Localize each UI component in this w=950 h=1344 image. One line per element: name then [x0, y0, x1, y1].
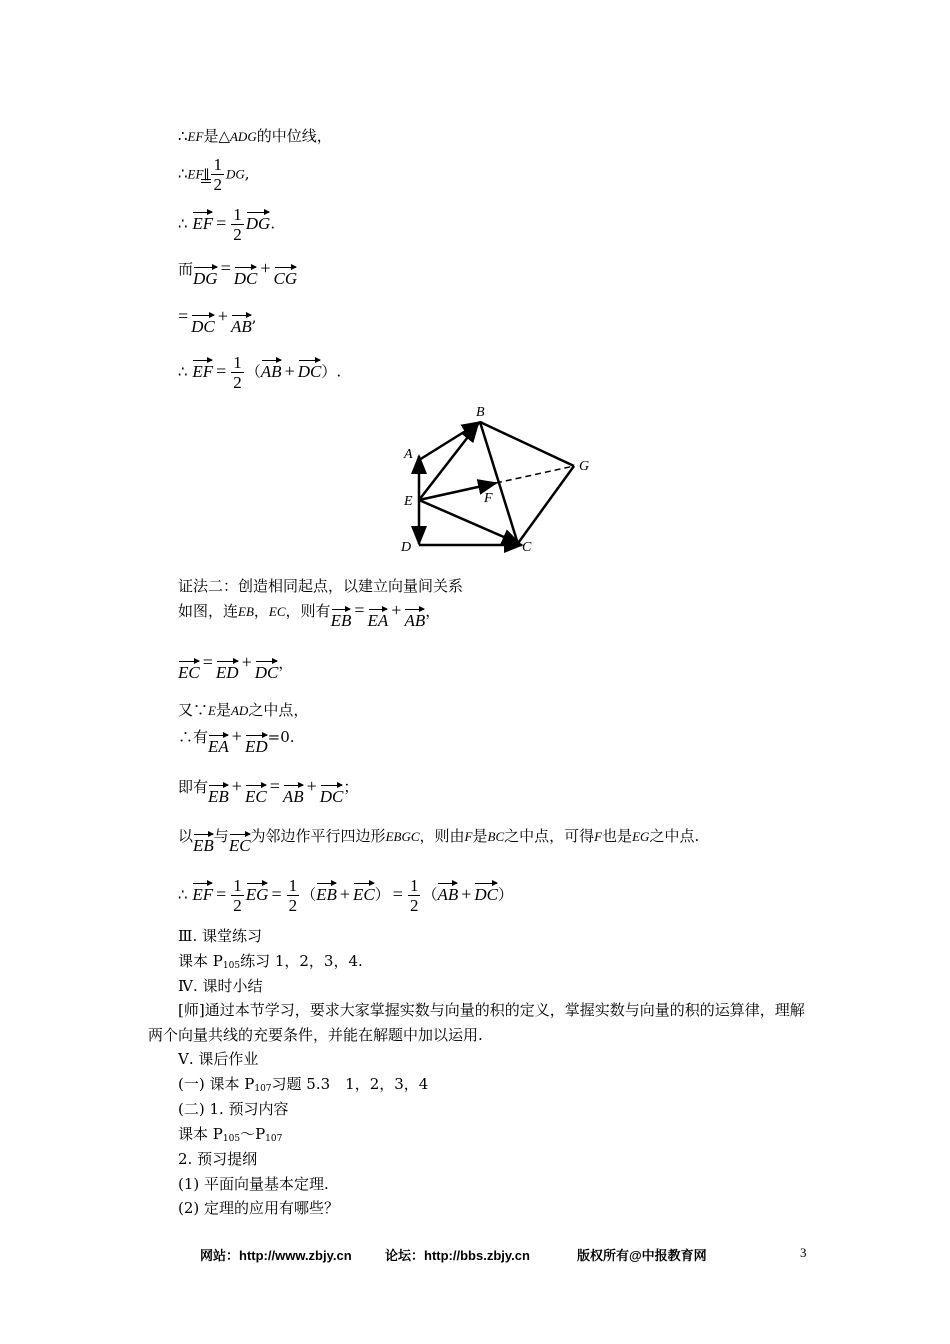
equals-sign: = [392, 883, 403, 904]
proof2-line8 [178, 876, 513, 915]
vector-eb: EB [331, 606, 352, 630]
equals-sign: = [271, 883, 282, 904]
fraction-one-half [287, 876, 300, 915]
fraction-one-half [231, 353, 244, 392]
proof1-line1 [178, 126, 332, 147]
denominator: 2 [233, 373, 242, 392]
point-f: F [464, 829, 473, 844]
proof1-line3 [178, 205, 275, 244]
vector-ab: AB [404, 606, 425, 630]
text: 之中点. [649, 827, 700, 845]
proof2-line5 [178, 726, 295, 756]
vector-dc: DC [298, 357, 322, 381]
text: 之中点，可得 [504, 827, 595, 845]
therefore-symbol: ∴ [178, 127, 188, 145]
point-label-d: D [401, 540, 412, 555]
segment-ef: EF [187, 166, 204, 182]
plus-sign: + [260, 258, 271, 278]
text: ， [425, 602, 441, 620]
vector-ec: EC [229, 831, 251, 855]
vector-ab: AB [283, 782, 304, 806]
paren-open: （ [245, 362, 261, 381]
equals-sign: = [354, 600, 365, 620]
text: 之中点， [248, 701, 309, 719]
vector-eb: EB [193, 831, 214, 855]
subscript: 105 [222, 961, 241, 971]
vector-ab-line [419, 422, 480, 460]
vector-dg: DG [193, 264, 218, 288]
therefore-symbol: ∴ [178, 885, 188, 904]
plus-sign: + [461, 883, 472, 904]
segment-eg: EG [632, 829, 650, 844]
text: 课本 P [178, 1125, 223, 1143]
segment-bg-line [480, 422, 574, 466]
fraction-one-half [211, 155, 224, 194]
vector-dc: DC [191, 312, 215, 336]
plus-sign: + [284, 360, 295, 381]
parallel-equal-symbol [203, 166, 209, 186]
text: . [270, 214, 276, 233]
vector-ec-line [419, 500, 520, 544]
section-5-line6: (2) 定理的应用有哪些？ [178, 1199, 340, 1217]
vector-ef: EF [192, 880, 213, 904]
paren-open: （ [422, 885, 438, 904]
equals-sign: = [202, 652, 213, 672]
numerator: 1 [233, 876, 242, 895]
text: ∴有 [178, 728, 209, 746]
equals-sign: = [216, 360, 227, 381]
therefore-symbol: ∴ [178, 164, 188, 183]
text: 是 [215, 701, 231, 719]
text: ，则由 [419, 827, 465, 845]
point-e: E [208, 703, 216, 718]
segment-bc: BC [487, 829, 505, 844]
text: ， [253, 602, 269, 620]
proof1-line4 [178, 258, 297, 288]
text: , [244, 164, 250, 183]
vector-ea: EA [208, 732, 229, 756]
proof2-line4 [178, 700, 308, 721]
subscript: 107 [254, 1084, 272, 1094]
proof2-title: 证法二：创造相同起点，以建立向量间关系 [178, 577, 464, 595]
text: , [251, 308, 257, 326]
geometry-figure [392, 398, 604, 558]
text: 以 [178, 827, 194, 845]
vector-dc: DC [474, 880, 498, 904]
paren-close: ） [498, 885, 514, 904]
denominator: 2 [213, 175, 222, 194]
vector-ea: EA [368, 606, 389, 630]
plus-sign: + [231, 726, 242, 746]
plus-sign: + [241, 652, 252, 672]
equals-sign: = [178, 306, 189, 326]
vector-ec: EC [178, 658, 200, 682]
plus-sign: + [217, 306, 228, 326]
paren-open: （ [301, 885, 317, 904]
footer-forum-link[interactable]: 论坛：http://bbs.zbjy.cn [385, 1248, 530, 1263]
text: 练习 1，2，3，4. [240, 952, 363, 970]
text: 是△ [203, 127, 230, 145]
subscript: 107 [265, 1134, 283, 1144]
plus-sign: + [339, 883, 351, 904]
footer-site-link[interactable]: 网站：http://www.zbjy.cn [200, 1248, 352, 1263]
plus-sign: + [231, 776, 242, 796]
footer-copyright: 版权所有@中报教育网 [577, 1248, 707, 1263]
numerator: 1 [409, 876, 419, 895]
vector-ed: ED [216, 658, 239, 682]
numerator: 1 [213, 155, 222, 174]
page-number: 3 [800, 1245, 807, 1260]
proof2-line3 [178, 652, 293, 682]
subscript: 105 [222, 1134, 241, 1144]
text: 也是 [602, 827, 633, 845]
vector-eg: EG [246, 880, 269, 904]
vector-ab: AB [437, 880, 458, 904]
section-5-line1 [178, 1074, 428, 1099]
equals-sign: = [216, 212, 227, 233]
vector-ec: EC [245, 782, 267, 806]
point-label-c: C [522, 540, 532, 555]
equals-zero: =0. [267, 728, 295, 746]
vector-ed: ED [245, 732, 268, 756]
fraction-one-half [408, 876, 421, 915]
segment-ef: EF [187, 129, 204, 144]
vector-ab: AB [261, 357, 282, 381]
parallel-mark: ∥ [203, 167, 210, 183]
plus-sign: + [306, 776, 317, 796]
segment-eb: EB [238, 604, 254, 619]
denominator: 2 [409, 896, 419, 915]
vector-eb: EB [208, 782, 229, 806]
vector-ec: EC [353, 880, 375, 904]
section-5-line2: (二) 1. 预习内容 [178, 1100, 289, 1118]
vector-dc: DC [234, 264, 258, 288]
fraction-one-half [231, 876, 244, 915]
vector-cg: CG [274, 264, 298, 288]
equals-sign: = [220, 258, 231, 278]
section-4-body: [师]通过本节学习，要求大家掌握实数与向量的积的定义，掌握实数与向量的积的运算律，理解两个向量共线的充要条件，并能在解题中加以运用. [148, 1001, 805, 1044]
vector-dc: DC [320, 782, 344, 806]
denominator: 2 [233, 896, 242, 915]
vector-ef: EF [192, 209, 213, 233]
proof2-line7 [178, 826, 699, 855]
section-5-line4: 2. 预习提纲 [178, 1150, 258, 1168]
proof2-line6 [178, 776, 358, 806]
proof2-line2 [178, 600, 440, 630]
text: ， [278, 654, 294, 672]
equals-sign: = [269, 776, 280, 796]
text: 如图，连 [178, 602, 239, 620]
equals-sign: = [216, 883, 227, 904]
text: 课本 P [178, 952, 223, 970]
section-4-title: Ⅳ. 课时小结 [178, 977, 263, 995]
text: 即有 [178, 778, 209, 796]
vector-ef: EF [192, 357, 213, 381]
text: ～P [240, 1125, 266, 1143]
section-5-line5: (1) 平面向量基本定理. [178, 1175, 329, 1193]
triangle-adg: ADG [229, 129, 257, 144]
point-label-a: A [404, 447, 413, 462]
point-label-f: F [484, 491, 493, 506]
section-3-title: Ⅲ. 课堂练习 [178, 927, 263, 945]
text: 习题 5.3 1，2，3，4 [271, 1075, 429, 1093]
section-3-body [178, 951, 363, 976]
vector-ab: AB [231, 312, 252, 336]
proof1-line6 [178, 353, 341, 392]
section-5-title: Ⅴ. 课后作业 [178, 1050, 259, 1068]
vector-eb: EB [316, 880, 337, 904]
paren-close: ）. [321, 362, 342, 381]
paren-close: ） [374, 885, 390, 904]
vector-dc: DC [255, 658, 279, 682]
point-label-e: E [404, 494, 413, 509]
therefore-symbol: ∴ [178, 362, 188, 381]
segment-ec: EC [268, 604, 286, 619]
parallelogram-ebgc: EBGC [385, 829, 420, 844]
numerator: 1 [288, 876, 298, 895]
segment-ad: AD [230, 703, 249, 718]
denominator: 2 [233, 225, 242, 244]
text: 而 [178, 260, 194, 278]
fraction-one-half [231, 205, 244, 244]
denominator: 2 [288, 896, 298, 915]
vector-dg: DG [246, 209, 271, 233]
text: 为邻边作平行四边形 [250, 827, 386, 845]
point-label-b: B [476, 405, 485, 420]
point-label-g: G [579, 459, 590, 474]
section-5-line3 [178, 1124, 282, 1149]
proof1-line5 [178, 306, 257, 336]
text: ，则有 [285, 602, 331, 620]
text: (一) 课本 P [178, 1075, 255, 1093]
segment-gc-line [516, 466, 574, 546]
plus-sign: + [391, 600, 402, 620]
proof1-line2 [178, 155, 250, 194]
text: ； [343, 778, 359, 796]
text: 与 [213, 827, 229, 845]
numerator: 1 [233, 205, 242, 224]
segment-dg: DG [225, 166, 245, 182]
point-f: F [594, 829, 603, 844]
numerator: 1 [233, 353, 242, 372]
therefore-symbol: ∴ [178, 214, 188, 233]
text: 是 [472, 827, 488, 845]
text: 的中位线， [256, 127, 332, 145]
text: 又∵ [178, 701, 209, 719]
